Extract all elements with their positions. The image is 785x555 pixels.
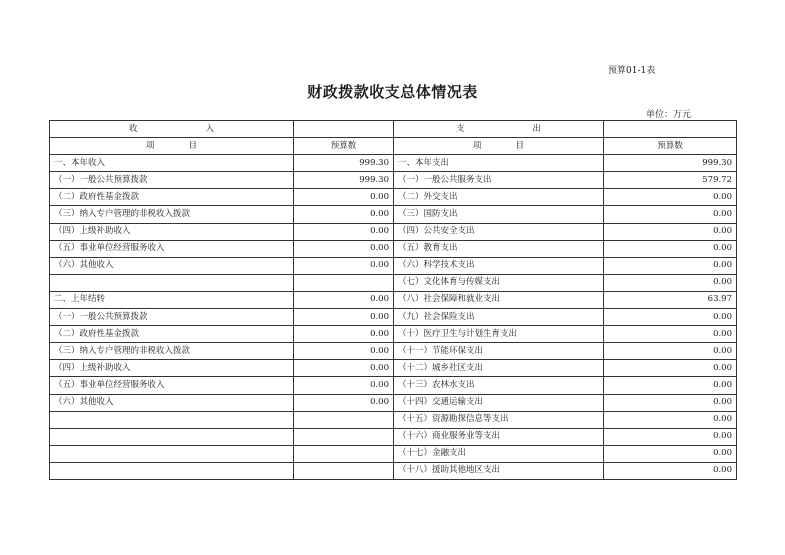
table-row: [50, 445, 737, 462]
expense-budget-value: 0.00: [604, 240, 737, 257]
expense-item-label: （七）文化体育与传媒支出: [394, 274, 604, 291]
income-budget-value: 0.00: [294, 326, 394, 343]
header-row-2: [50, 138, 737, 155]
income-item-header: 项 目: [50, 138, 294, 155]
income-header: 收 入: [50, 121, 294, 138]
income-budget-value: 0.00: [294, 309, 394, 326]
income-item-label: （六）其他收入: [50, 257, 294, 274]
expense-item-label: （十二）城乡社区支出: [394, 360, 604, 377]
table-row: [50, 240, 737, 257]
table-row: [50, 326, 737, 343]
table-row: [50, 223, 737, 240]
income-budget-value: 0.00: [294, 206, 394, 223]
expense-budget-value: 0.00: [604, 428, 737, 445]
table-row: [50, 257, 737, 274]
expense-item-label: （十七）金融支出: [394, 445, 604, 462]
expense-budget-value: 0.00: [604, 274, 737, 291]
expense-budget-value: 0.00: [604, 189, 737, 206]
income-budget-value: [294, 428, 394, 445]
income-budget-value: [294, 411, 394, 428]
table-row: [50, 155, 737, 172]
unit-label: 单位：万元: [646, 110, 692, 120]
expense-item-label: （十六）商业服务业等支出: [394, 428, 604, 445]
expense-item-header: 项 目: [394, 138, 604, 155]
expense-item-label: 一、本年支出: [394, 155, 604, 172]
expense-item-label: （一）一般公共服务支出: [394, 172, 604, 189]
income-item-label: [50, 445, 294, 462]
table-row: [50, 274, 737, 291]
expense-item-label: （十一）节能环保支出: [394, 343, 604, 360]
income-item-label: （五）事业单位经营服务收入: [50, 240, 294, 257]
income-budget-value: 0.00: [294, 240, 394, 257]
expense-item-label: （五）教育支出: [394, 240, 604, 257]
income-item-label: （二）政府性基金拨款: [50, 189, 294, 206]
table-row: [50, 206, 737, 223]
expense-item-label: （十五）资源勘探信息等支出: [394, 411, 604, 428]
income-item-label: [50, 428, 294, 445]
income-item-label: （三）纳入专户管理的非税收入拨款: [50, 206, 294, 223]
table-row: [50, 377, 737, 394]
table-row: [50, 428, 737, 445]
table-row: [50, 343, 737, 360]
expense-item-label: （十）医疗卫生与计划生育支出: [394, 326, 604, 343]
income-budget-value: 0.00: [294, 394, 394, 411]
expense-item-label: （十八）援助其他地区支出: [394, 462, 604, 479]
expense-budget-value: 0.00: [604, 394, 737, 411]
income-budget-value: [294, 445, 394, 462]
expense-budget-value: 0.00: [604, 223, 737, 240]
form-code: 预算01-1表: [608, 66, 656, 76]
table-row: [50, 309, 737, 326]
income-item-label: [50, 462, 294, 479]
income-item-label: [50, 411, 294, 428]
header-blank-cell: [294, 121, 394, 138]
income-budget-value: 0.00: [294, 360, 394, 377]
expense-budget-value: 0.00: [604, 257, 737, 274]
table-row: [50, 394, 737, 411]
expense-item-label: （十三）农林水支出: [394, 377, 604, 394]
expense-item-label: （三）国防支出: [394, 206, 604, 223]
expense-budget-value: 0.00: [604, 411, 737, 428]
header-row-1: [50, 121, 737, 138]
expense-budget-value: 0.00: [604, 206, 737, 223]
income-budget-value: 999.30: [294, 155, 394, 172]
expense-budget-value: 999.30: [604, 155, 737, 172]
income-item-label: （三）纳入专户管理的非税收入拨款: [50, 343, 294, 360]
expense-budget-value: 63.97: [604, 291, 737, 308]
income-item-label: （六）其他收入: [50, 394, 294, 411]
expense-budget-value: 0.00: [604, 462, 737, 479]
income-item-label: 二、上年结转: [50, 291, 294, 308]
income-budget-value: [294, 462, 394, 479]
income-item-label: [50, 274, 294, 291]
table-row: [50, 360, 737, 377]
expense-header: 支 出: [394, 121, 604, 138]
expense-item-label: （八）社会保障和就业支出: [394, 291, 604, 308]
income-budget-value: 0.00: [294, 343, 394, 360]
expense-budget-value: 0.00: [604, 377, 737, 394]
income-budget-value: 0.00: [294, 223, 394, 240]
income-budget-value: 999.30: [294, 172, 394, 189]
expense-budget-value: 0.00: [604, 326, 737, 343]
income-item-label: （五）事业单位经营服务收入: [50, 377, 294, 394]
income-budget-value: 0.00: [294, 377, 394, 394]
income-item-label: （四）上级补助收入: [50, 223, 294, 240]
expense-budget-header: 预算数: [604, 138, 737, 155]
expense-budget-value: 0.00: [604, 309, 737, 326]
table-row: [50, 291, 737, 308]
expense-item-label: （四）公共安全支出: [394, 223, 604, 240]
table-row: [50, 411, 737, 428]
budget-table: [49, 120, 737, 480]
table-row: [50, 462, 737, 479]
header-blank-cell: [604, 121, 737, 138]
income-item-label: （一）一般公共预算拨款: [50, 309, 294, 326]
table-row: [50, 189, 737, 206]
expense-budget-value: 0.00: [604, 343, 737, 360]
expense-item-label: （九）社会保险支出: [394, 309, 604, 326]
expense-budget-value: 0.00: [604, 360, 737, 377]
expense-budget-value: 0.00: [604, 445, 737, 462]
income-budget-header: 预算数: [294, 138, 394, 155]
expense-item-label: （十四）交通运输支出: [394, 394, 604, 411]
income-budget-value: 0.00: [294, 257, 394, 274]
income-item-label: 一、本年收入: [50, 155, 294, 172]
income-budget-value: [294, 274, 394, 291]
income-budget-value: 0.00: [294, 189, 394, 206]
table-row: [50, 172, 737, 189]
income-item-label: （一）一般公共预算拨款: [50, 172, 294, 189]
income-item-label: （四）上级补助收入: [50, 360, 294, 377]
income-budget-value: 0.00: [294, 291, 394, 308]
expense-item-label: （二）外交支出: [394, 189, 604, 206]
income-item-label: （二）政府性基金拨款: [50, 326, 294, 343]
expense-budget-value: 579.72: [604, 172, 737, 189]
expense-item-label: （六）科学技术支出: [394, 257, 604, 274]
page-title: 财政拨款收支总体情况表: [307, 83, 478, 101]
